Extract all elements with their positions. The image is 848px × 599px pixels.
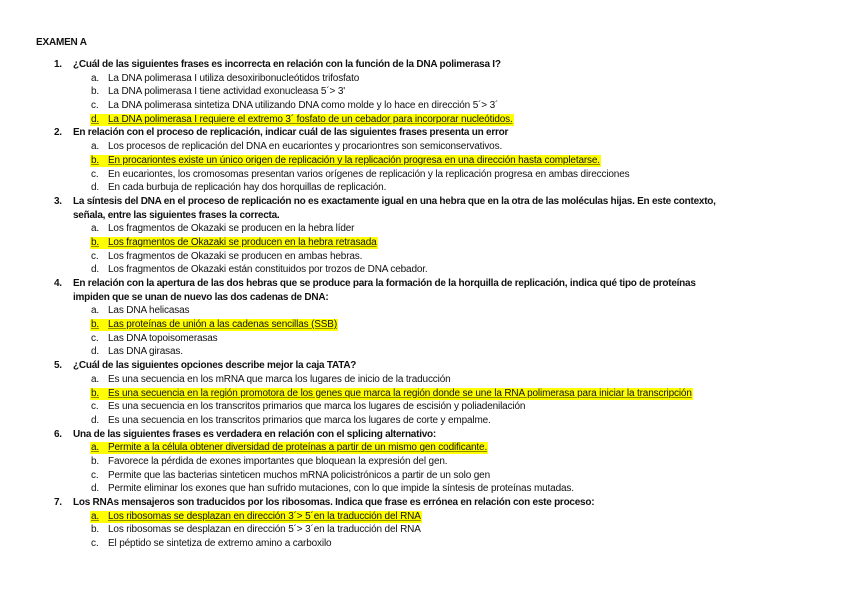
question-line	[0, 126, 848, 140]
option-d-highlighted	[0, 113, 848, 127]
question-7	[0, 496, 848, 551]
option-text: La DNA polimerasa sintetiza DNA utilizando DNA como molde y lo hace en dirección 5´> 3´	[108, 100, 499, 112]
option-text: Los fragmentos de Okazaki se producen en la hebra retrasada	[108, 236, 377, 248]
question-text: señala, entre las siguientes frases la correcta.	[73, 209, 280, 221]
option-d	[0, 414, 848, 428]
option-text: En eucariontes, los cromosomas presentan varios orígenes de replicación y la replicación progresa en ambas direcciones	[108, 168, 630, 180]
option-text: Es una secuencia en la región promotora de los genes que marca la región donde se une la RNA polimerasa para iniciar la transcripción	[108, 387, 692, 399]
question-4	[0, 277, 848, 359]
question-number: 7.	[54, 497, 62, 508]
question-text: Una de las siguientes frases es verdadera en relación con el splicing alternativo:	[73, 428, 436, 440]
option-a-highlighted	[0, 441, 848, 455]
question-text: La síntesis del DNA en el proceso de replicación no es exactamente igual en una hebra que en la otra de las moléculas hijas. En este contexto,	[73, 195, 716, 207]
question-line	[0, 58, 848, 72]
option-text: La DNA polimerasa I tiene actividad exonucleasa 5´> 3'	[108, 86, 346, 98]
option-text: En procariontes existe un único origen de replicación y la replicación progresa en una dirección hasta completarse.	[108, 154, 600, 166]
option-letter: c.	[91, 538, 99, 550]
option-text: Permite que las bacterias sinteticen muchos mRNA policistrónicos a partir de un solo gen	[108, 469, 490, 481]
option-text: Permite eliminar los exones que han sufrido mutaciones, con lo que impide la síntesis de proteínas mutadas.	[108, 483, 574, 495]
option-letter: b.	[91, 455, 100, 467]
question-number: 4.	[54, 278, 62, 289]
question-line	[0, 428, 848, 442]
option-text: La DNA polimerasa I utiliza desoxiribonucleótidos trifosfato	[108, 72, 360, 84]
option-b-highlighted	[0, 387, 848, 401]
question-line-continued	[0, 291, 848, 305]
question-text: En relación con la apertura de las dos hebras que se produce para la formación de la horquilla de replicación, indica qué tipo de proteínas	[73, 278, 696, 289]
option-text: Las proteínas de unión a las cadenas sencillas (SSB)	[108, 319, 338, 331]
option-letter: b.	[91, 154, 100, 166]
option-d	[0, 181, 848, 195]
option-text: Los ribosomas se desplazan en dirección 3´> 5´en la traducción del RNA	[108, 510, 421, 522]
option-b-highlighted	[0, 154, 848, 168]
option-text: El péptido se sintetiza de extremo amino a carboxilo	[108, 538, 332, 550]
option-text: Es una secuencia en los transcritos primarios que marca los lugares de escisión y poliadenilación	[108, 401, 526, 413]
option-letter: a.	[91, 373, 100, 385]
option-letter: b.	[91, 524, 100, 536]
question-text: Los RNAs mensajeros son traducidos por los ribosomas. Indica que frase es errónea en relación con este proceso:	[73, 497, 595, 508]
option-a	[0, 373, 848, 387]
option-text: Permite a la célula obtener diversidad de proteínas a partir de un mismo gen codificante.	[108, 442, 488, 454]
option-letter: b.	[91, 319, 100, 331]
option-b	[0, 85, 848, 99]
option-letter: d.	[91, 414, 100, 426]
question-6	[0, 428, 848, 496]
option-text: Los procesos de replicación del DNA en eucariontes y procariontres son semiconservativos.	[108, 141, 503, 153]
question-number: 2.	[54, 127, 62, 139]
option-c	[0, 469, 848, 483]
option-text: Favorece la pérdida de exones importantes que bloquean la expresión del gen.	[108, 455, 448, 467]
option-a	[0, 222, 848, 236]
option-letter: b.	[91, 86, 100, 98]
option-text: Las DNA helicasas	[108, 305, 190, 317]
option-text: Las DNA girasas.	[108, 346, 183, 358]
option-c	[0, 537, 848, 551]
option-a	[0, 304, 848, 318]
option-c	[0, 332, 848, 346]
option-letter: b.	[91, 387, 100, 399]
option-letter: a.	[91, 510, 100, 522]
option-letter: c.	[91, 168, 99, 180]
option-b	[0, 455, 848, 469]
option-letter: a.	[91, 141, 100, 153]
option-text: Los ribosomas se desplazan en dirección 5´> 3´en la traducción del RNA	[108, 524, 421, 536]
question-line	[0, 195, 848, 209]
question-number: 3.	[54, 195, 62, 207]
option-c	[0, 99, 848, 113]
option-text: Es una secuencia en los transcritos primarios que marca los lugares de corte y empalme.	[108, 414, 491, 426]
question-number: 6.	[54, 428, 62, 440]
question-line	[0, 359, 848, 373]
question-line	[0, 496, 848, 510]
option-letter: a.	[91, 305, 100, 317]
option-letter: c.	[91, 250, 99, 262]
option-b-highlighted	[0, 236, 848, 250]
option-letter: d.	[91, 182, 100, 194]
option-letter: d.	[91, 483, 100, 495]
option-text: La DNA polimerasa I requiere el extremo 3´ fosfato de un cebador para incorporar nucleótidos.	[108, 113, 513, 125]
option-text: Los fragmentos de Okazaki se producen en la hebra líder	[108, 223, 355, 235]
question-5	[0, 359, 848, 427]
question-line	[0, 277, 848, 291]
option-letter: a.	[91, 223, 100, 235]
option-text: Las DNA topoisomerasas	[108, 332, 218, 344]
option-letter: c.	[91, 100, 99, 112]
option-letter: b.	[91, 236, 100, 248]
question-line-continued	[0, 209, 848, 223]
option-letter: c.	[91, 332, 99, 344]
option-c	[0, 168, 848, 182]
exam-title: EXAMEN A	[36, 37, 87, 48]
question-number: 1.	[54, 59, 62, 70]
option-d	[0, 345, 848, 359]
option-letter: c.	[91, 469, 99, 481]
option-letter: d.	[91, 264, 100, 276]
option-text: En cada burbuja de replicación hay dos horquillas de replicación.	[108, 182, 387, 194]
question-3	[0, 195, 848, 277]
option-a	[0, 140, 848, 154]
option-a-highlighted	[0, 510, 848, 524]
option-letter: a.	[91, 72, 100, 84]
option-text: Es una secuencia en los mRNA que marca los lugares de inicio de la traducción	[108, 373, 451, 385]
question-text: En relación con el proceso de replicación, indicar cuál de las siguientes frases presenta un error	[73, 127, 509, 139]
question-number: 5.	[54, 360, 62, 372]
option-c	[0, 250, 848, 264]
question-2	[0, 126, 848, 194]
option-letter: c.	[91, 401, 99, 413]
question-text: ¿Cuál de las siguientes frases es incorrecta en relación con la función de la DNA polimerasa I?	[73, 59, 501, 70]
question-text: ¿Cuál de las siguientes opciones describe mejor la caja TATA?	[73, 360, 357, 372]
option-c	[0, 400, 848, 414]
option-letter: d.	[91, 346, 100, 358]
option-d	[0, 482, 848, 496]
option-d	[0, 263, 848, 277]
question-list	[0, 58, 848, 551]
question-1	[0, 58, 848, 126]
option-letter: d.	[91, 113, 100, 125]
option-b-highlighted	[0, 318, 848, 332]
question-text: impiden que se unan de nuevo las dos cadenas de DNA:	[73, 291, 329, 303]
option-text: Los fragmentos de Okazaki se producen en ambas hebras.	[108, 250, 363, 262]
option-b	[0, 523, 848, 537]
option-text: Los fragmentos de Okazaki están constituidos por trozos de DNA cebador.	[108, 264, 428, 276]
option-a	[0, 72, 848, 86]
option-letter: a.	[91, 442, 100, 454]
